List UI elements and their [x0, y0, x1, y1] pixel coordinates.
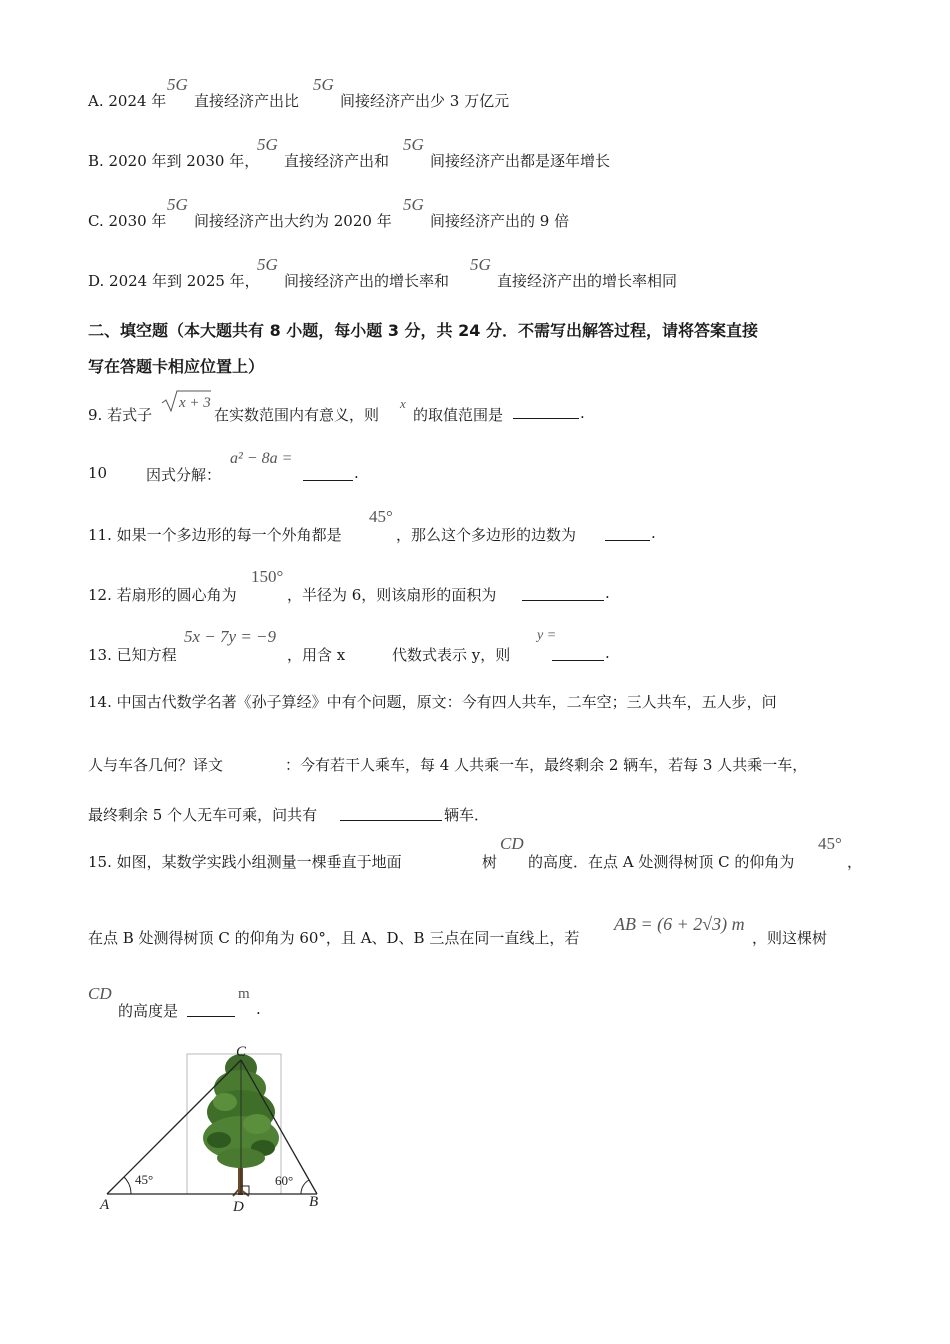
q13-answer-blank [552, 646, 604, 661]
q12-angle: 150° [251, 567, 284, 586]
label-a: A [100, 1197, 110, 1213]
q14-line2-a: 人与车各几何？译文 [88, 756, 224, 774]
q13-equation: 5x − 7y = −9 [184, 627, 277, 646]
option-a-prefix: A. 2024 年 [88, 92, 167, 110]
q12-answer-blank [522, 586, 604, 601]
q13-prefix: 13. 已知方程 [88, 646, 177, 664]
q9-end: . [580, 404, 585, 422]
q14-line1: 14. 中国古代数学名著《孙子算经》中有个问题，原文：今有四人共车，二车空；三人共车，五人步，问 [88, 693, 777, 711]
q10-end: . [354, 464, 359, 482]
q12-prefix: 12. 若扇形的圆心角为 [88, 586, 237, 604]
q15-cd-2: CD [88, 984, 112, 1003]
q12-end: . [605, 584, 610, 602]
q9-middle: 在实数范围内有意义，则 [214, 406, 380, 424]
option-a-suffix: 间接经济产出少 3 万亿元 [340, 92, 510, 110]
section-heading-line2: 写在答题卡相应位置上） [88, 357, 265, 376]
q15-line1-a: 15. 如图，某数学实践小组测量一棵垂直于地面 [88, 853, 402, 871]
option-b-middle: 直接经济产出和 [284, 152, 390, 170]
option-c-prefix: C. 2030 年 [88, 212, 167, 230]
q13-end: . [605, 644, 610, 662]
q9-sqrt-expression [160, 388, 212, 414]
q10-number: 10 [88, 464, 108, 482]
q13-middle-2: 代数式表示 y，则 [392, 646, 511, 664]
option-d-5g-1: 5G [257, 255, 278, 274]
q14-line3-b: 辆车． [444, 806, 490, 824]
option-d-suffix: 直接经济产出的增长率相同 [497, 272, 678, 290]
q15-end: . [256, 1000, 261, 1018]
q15-line1-c: 的高度．在点 A 处测得树顶 C 的仰角为 [528, 853, 795, 871]
q11-answer-blank [605, 526, 650, 541]
option-a-middle: 直接经济产出比 [194, 92, 300, 110]
option-b-5g-2: 5G [403, 135, 424, 154]
q15-line2-b: ，则这棵树 [752, 929, 828, 947]
option-d-middle: 间接经济产出的增长率和 [284, 272, 450, 290]
q9-radicand: x + 3 [179, 395, 211, 411]
q9-answer-blank [513, 404, 579, 419]
q15-angle-45: 45° [818, 834, 842, 853]
q15-cd: CD [500, 834, 524, 853]
option-b-prefix: B. 2020 年到 2030 年， [88, 152, 260, 170]
q11-end: . [651, 524, 656, 542]
section-heading-line1: 二、填空题（本大题共有 8 小题，每小题 3 分，共 24 分．不需写出解答过程，请将答案直接 [88, 321, 758, 340]
angle-arc-b [301, 1180, 309, 1194]
q9-variable: x [400, 396, 406, 411]
label-angle-45: 45° [135, 1172, 154, 1187]
q14-line2-b: ：今有若干人乘车，每 4 人共乘一车，最终剩余 2 辆车，若每 3 人共乘一车， [285, 756, 808, 774]
label-angle-60: 60° [275, 1173, 294, 1188]
q14-line3-a: 最终剩余 5 个人无车可乘，问共有 [88, 806, 318, 824]
q13-y-expression: y = [537, 628, 557, 643]
q15-answer-blank [187, 1002, 235, 1017]
q12-middle: ，半径为 6，则该扇形的面积为 [287, 586, 497, 604]
option-b-suffix: 间接经济产出都是逐年增长 [430, 152, 611, 170]
q9-prefix: 9. 若式子 [88, 406, 153, 424]
option-d-5g-2: 5G [470, 255, 491, 274]
option-d-prefix: D. 2024 年到 2025 年， [88, 272, 260, 290]
q13-middle: ，用含 x [287, 646, 346, 664]
q10-expression: a² − 8a = [230, 450, 293, 467]
tree-triangle-figure [95, 1040, 335, 1220]
label-d: D [233, 1199, 244, 1215]
q14-answer-blank [340, 806, 442, 821]
q15-line2-a: 在点 B 处测得树顶 C 的仰角为 60°，且 A、D、B 三点在同一直线上，若 [88, 929, 580, 947]
q9-suffix: 的取值范围是 [413, 406, 504, 424]
q11-middle: ，那么这个多边形的边数为 [396, 526, 577, 544]
option-c-5g-1: 5G [167, 195, 188, 214]
label-c: C [236, 1044, 247, 1060]
q15-line3-a: 的高度是 [118, 1002, 179, 1020]
q15-unit: m [238, 986, 250, 1002]
angle-arc-a [124, 1177, 131, 1194]
q15-ab-expression: AB = (6 + 2√3) m [614, 914, 745, 934]
q10-answer-blank [303, 466, 353, 481]
option-c-5g-2: 5G [403, 195, 424, 214]
option-b-5g-1: 5G [257, 135, 278, 154]
option-c-middle: 间接经济产出大约为 2020 年 [194, 212, 392, 230]
q11-prefix: 11. 如果一个多边形的每一个外角都是 [88, 526, 342, 544]
label-b: B [309, 1194, 319, 1210]
option-a-5g-1: 5G [167, 75, 188, 94]
option-a-5g-2: 5G [313, 75, 334, 94]
q11-angle: 45° [369, 507, 393, 526]
q15-line1-tree: 树 [482, 853, 498, 871]
option-c-suffix: 间接经济产出的 9 倍 [430, 212, 570, 230]
q15-comma: ， [847, 853, 863, 871]
q10-prefix: 因式分解： [146, 466, 222, 484]
